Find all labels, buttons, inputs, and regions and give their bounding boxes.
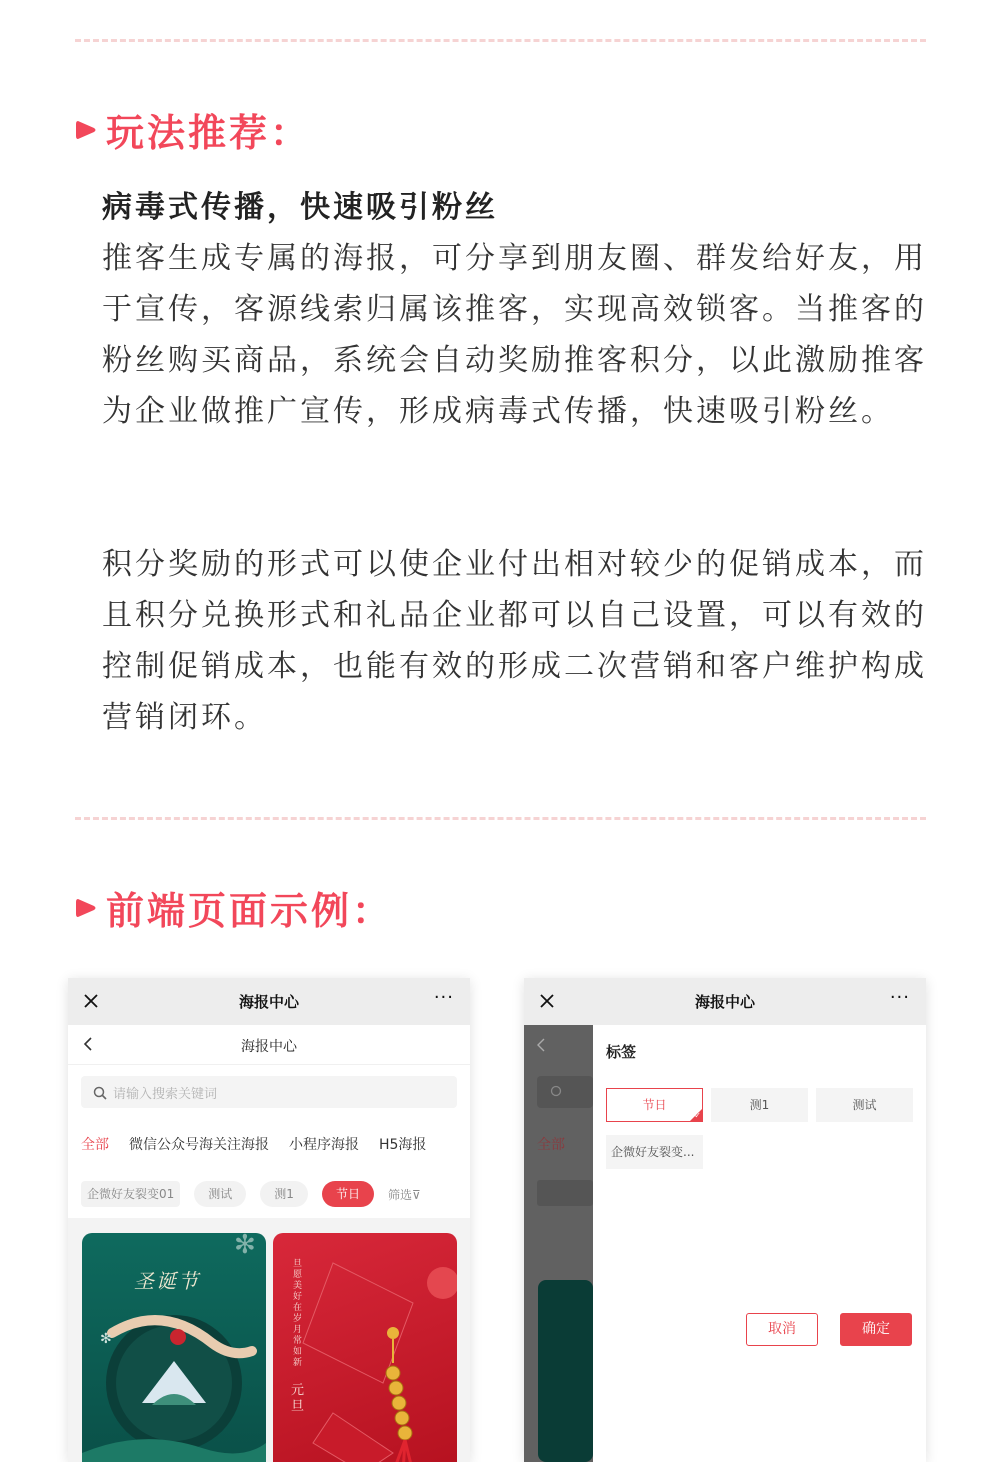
section-title-text: 玩法推荐： bbox=[106, 111, 312, 155]
poster-feed bbox=[68, 1218, 470, 1462]
section-title-gameplay bbox=[74, 102, 311, 157]
tag-selection-panel bbox=[593, 1025, 926, 1462]
chip-test[interactable]: 测试 bbox=[194, 1181, 246, 1207]
chip-fission[interactable]: 企微好友裂变01 bbox=[81, 1181, 180, 1207]
chip-test1[interactable]: 测1 bbox=[260, 1181, 308, 1207]
tag-chips bbox=[81, 1181, 421, 1207]
bullet-icon bbox=[74, 118, 98, 142]
category-tabs bbox=[81, 1134, 426, 1154]
tab-miniprogram-poster[interactable]: 小程序海报 bbox=[289, 1137, 359, 1153]
section1-paragraph-2: 积分奖励的形式可以使企业付出相对较少的促销成本，而且积分兑换形式和礼品企业都可以自己设置，可以有效的控制促销成本，也能有效的形成二次营销和客户维护构成营销闭环。 bbox=[102, 547, 927, 735]
poster-card-newyear[interactable] bbox=[273, 1233, 457, 1462]
cancel-button[interactable]: 取消 bbox=[746, 1313, 818, 1346]
section1-heading bbox=[102, 182, 928, 233]
section-title-text: 前端页面示例： bbox=[106, 889, 394, 933]
tab-h5-poster[interactable]: H5海报 bbox=[379, 1137, 427, 1153]
filter-label: 筛选 bbox=[387, 1187, 412, 1202]
tag-option-fission[interactable]: 企微好友裂变... bbox=[606, 1135, 703, 1169]
filter-icon: ⊽ bbox=[411, 1187, 421, 1202]
filter-button[interactable] bbox=[388, 1186, 421, 1203]
section-title-frontend bbox=[74, 880, 393, 935]
panel-title: 标签 bbox=[606, 1043, 637, 1061]
search-icon bbox=[93, 1085, 107, 1099]
wechat-title-bar bbox=[68, 978, 470, 1025]
wechat-title: 海报中心 bbox=[694, 993, 755, 1011]
chip-festival[interactable]: 节日 bbox=[322, 1181, 374, 1207]
tag-option-test1[interactable]: 测1 bbox=[711, 1088, 808, 1122]
phone-mockup-poster-list bbox=[68, 978, 470, 1462]
tag-label: 节日 bbox=[642, 1098, 667, 1112]
christmas-title: 圣诞节 bbox=[134, 1269, 200, 1293]
wechat-title-bar bbox=[524, 978, 926, 1025]
tab-all[interactable]: 全部 bbox=[81, 1137, 109, 1153]
heading-text: 病毒式传播，快速吸引粉丝 bbox=[102, 190, 498, 225]
svg-text:✻: ✻ bbox=[100, 1331, 112, 1347]
obscured-background bbox=[524, 1025, 593, 1462]
dim-overlay[interactable] bbox=[524, 1025, 593, 1462]
section1-paragraph-1: 推客生成专属的海报，可分享到朋友圈、群发给好友，用于宣传，客源线索归属该推客，实现高效锁客。当推客的粉丝购买商品，系统会自动奖励推客积分，以此激励推客为企业做推广宣传，形成病毒式传播，快速吸引粉丝。 bbox=[102, 241, 927, 429]
phone-mockup-tag-dialog bbox=[524, 978, 926, 1462]
page-title: 海报中心 bbox=[241, 1039, 297, 1055]
newyear-vertical-text: 旦愿美好在 岁月常如新 bbox=[293, 1259, 303, 1368]
search-placeholder: 请输入搜索关键词 bbox=[113, 1087, 218, 1102]
tab-wechat-poster[interactable]: 微信公众号海关注海报 bbox=[129, 1137, 269, 1153]
page-nav-bar bbox=[68, 1025, 470, 1065]
check-icon: ✓ bbox=[694, 1111, 701, 1120]
wechat-title: 海报中心 bbox=[238, 993, 299, 1011]
svg-text:全部: 全部 bbox=[537, 1137, 565, 1153]
search-input[interactable] bbox=[81, 1076, 457, 1108]
divider-middle bbox=[75, 817, 926, 820]
svg-text:✻: ✻ bbox=[234, 1233, 256, 1260]
newyear-title: 元旦 bbox=[291, 1383, 305, 1414]
more-icon[interactable]: ··· bbox=[889, 987, 910, 1008]
poster-card-christmas[interactable] bbox=[82, 1233, 266, 1462]
confirm-button[interactable]: 确定 bbox=[840, 1313, 912, 1346]
more-icon[interactable]: ··· bbox=[433, 987, 454, 1008]
bullet-icon bbox=[74, 896, 98, 920]
tag-option-festival[interactable] bbox=[606, 1088, 703, 1122]
tag-option-test[interactable]: 测试 bbox=[816, 1088, 913, 1122]
divider-top bbox=[75, 39, 926, 42]
